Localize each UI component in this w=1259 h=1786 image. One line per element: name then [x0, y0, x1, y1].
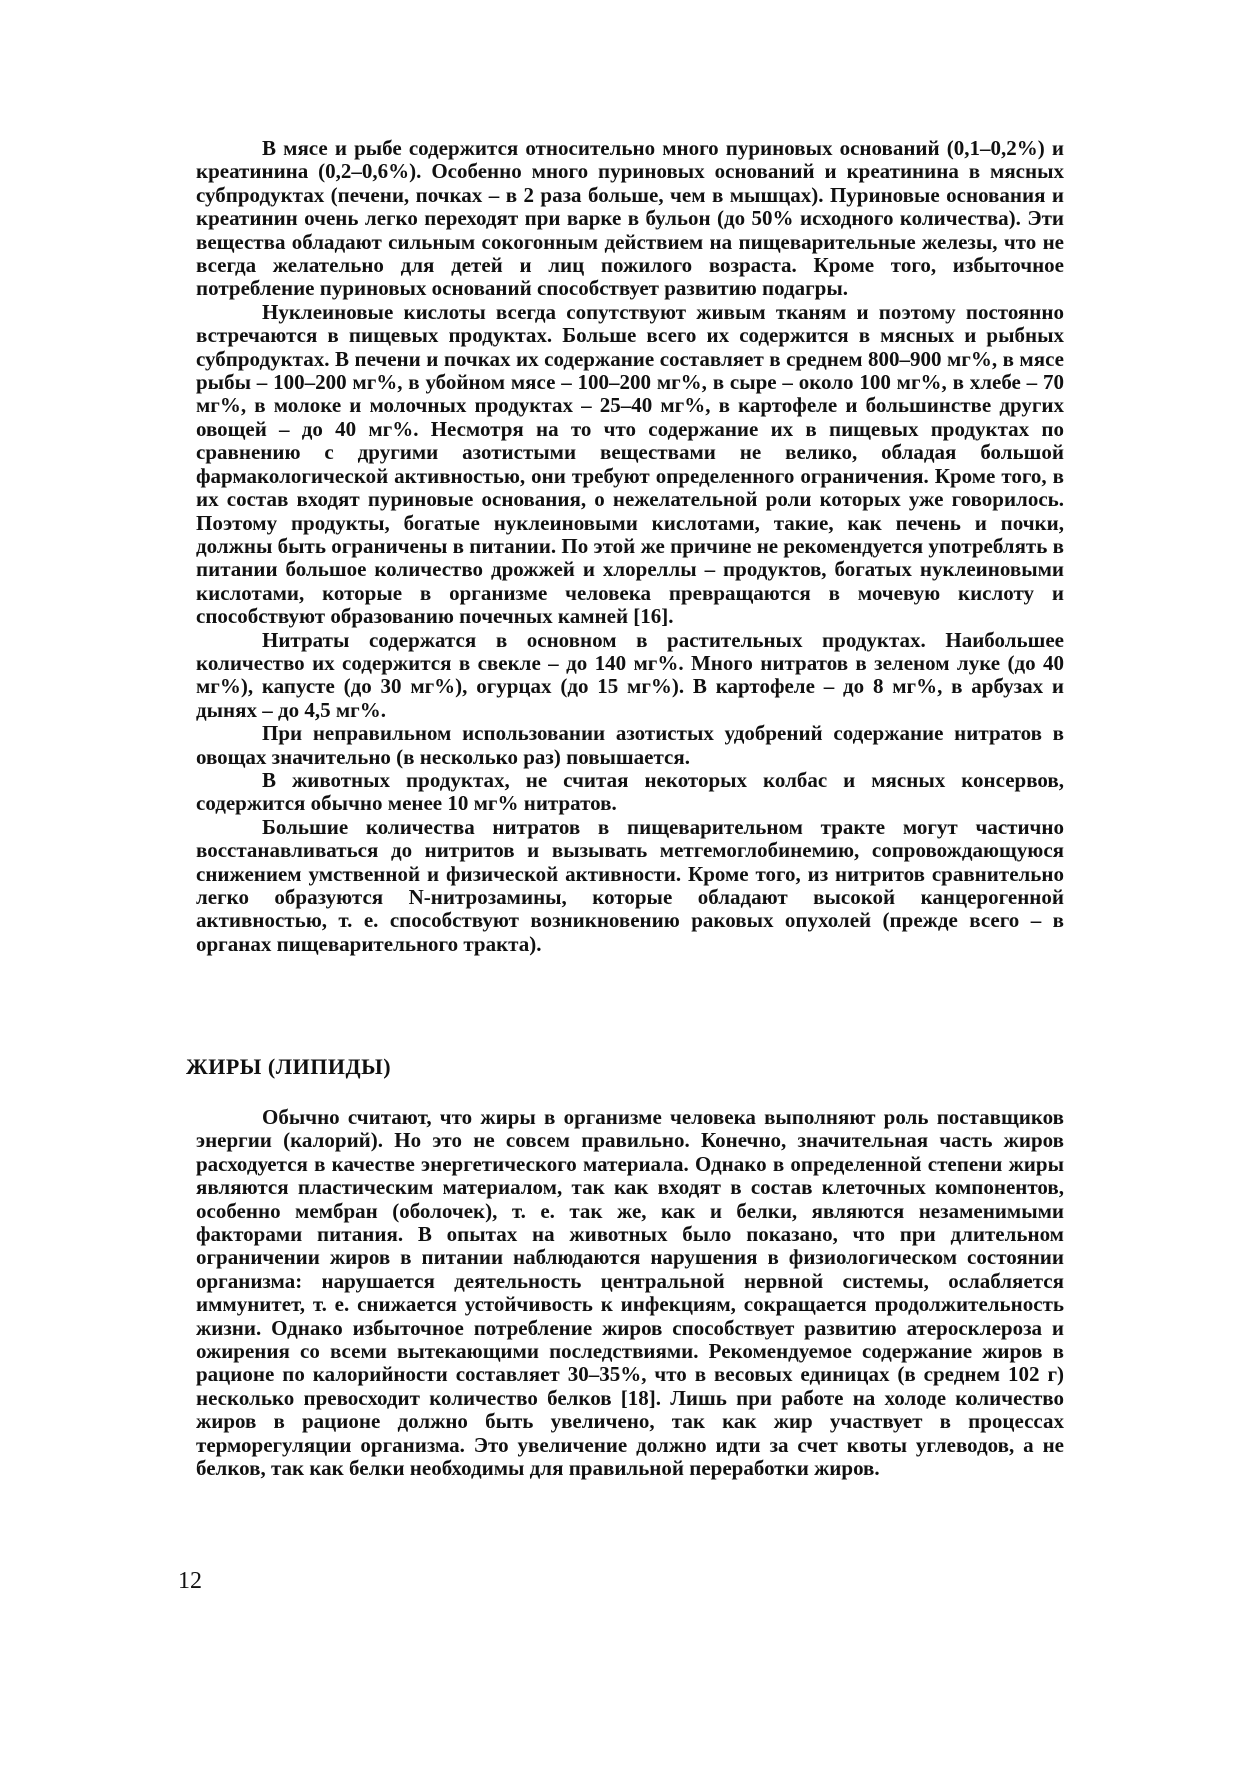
section-heading: ЖИРЫ (ЛИПИДЫ) — [186, 1054, 392, 1079]
paragraph-animal-products: В животных продуктах, не считая некоторых колбас и мясных консервов, содержится обычно менее 10 мг% нитратов. — [196, 767, 1064, 816]
paragraph-fats: Обычно считают, что жиры в организме человека выполняют роль поставщиков энергии (калорий). Но это не совсем правильно. Конечно, значительная часть жиров расходуется в качестве энергетического материала. Однако в определенной степени жиры являются пластическим материалом, так как входят в состав клеточных компонентов, особенно мембран (оболочек), т. е. так же, как и белки, являются незаменимыми факторами питания. В опытах на животных было показано, что при длительном ограничении жиров в питании наблюдаются нарушения в физиологическом состоянии организма: нарушается деятельность центральной нервной системы, ослабляется иммунитет, т. е. снижается устойчивость к инфекциям, сокращается продолжительность жизни. Однако избыточное потребление жиров способствует развитию атеросклероза и ожирения со всеми вытекающими последствиями. Рекомендуемое содержание жиров в рационе по калорийности составляет 30–35%, что в весовых единицах (в среднем 102 г) несколько превосходит количество белков [18]. Лишь при работе на холоде количество жиров в рационе должно быть увеличено, так как жир участвует в процессах терморегуляции организма. Это увеличение должно идти за счет квоты углеводов, а не белков, так как белки необходимы для правильной переработки жиров. — [196, 1105, 1064, 1481]
paragraph-nucleic-acids: Нуклеиновые кислоты всегда сопутствуют живым тканям и поэтому постоянно встречаются в пищевых продуктах. Больше всего их содержится в мясных и рыбных субпродуктах. В печени и почках их содержание составляет в среднем 800–900 мг%, в мясе рыбы – 100–200 мг%, в убойном мясе – 100–200 мг%, в сыре – около 100 мг%, в хлебе – 70 мг%, в молоке и молочных продуктах – 25–40 мг%, в картофеле и большинстве других овощей – до 40 мг%. Несмотря на то что содержание их в пищевых продуктах по сравнению с другими азотистыми веществами не велико, обладая большой фармакологической активностью, они требуют определенного ограничения. Кроме того, в их состав входят пуриновые основания, о нежелательной роли которых уже говорилось. Поэтому продукты, богатые нуклеиновыми кислотами, такие, как печень и почки, должны быть ограничены в питании. По этой же причине не рекомендуется употреблять в питании большое количество дрожжей и хлореллы – продуктов, богатых нуклеиновыми кислотами, которые в организме человека превращаются в мочевую кислоту и способствуют образованию почечных камней [16]. — [196, 299, 1064, 629]
paragraph-purines: В мясе и рыбе содержится относительно много пуриновых оснований (0,1–0,2%) и креатинина (0,2–0,6%). Особенно много пуриновых оснований и креатинина в мясных субпродуктах (печени, почках – в 2 раза больше, чем в мышцах). Пуриновые основания и креатинин очень легко переходят при варке в бульон (до 50% исходного количества). Эти вещества обладают сильным сокогонным действием на пищеварительные железы, что не всегда желательно для детей и лиц пожилого возраста. Кроме того, избыточное потребление пуриновых оснований способствует развитию подагры. — [196, 136, 1064, 301]
paragraph-fertilizers: При неправильном использовании азотистых удобрений содержание нитратов в овощах значительно (в несколько раз) повышается. — [196, 721, 1064, 769]
body-text-bottom — [196, 1106, 1064, 1481]
paragraph-nitrites: Большие количества нитратов в пищеварительном тракте могут частично восстанавливаться до нитритов и вызывать метгемоглобинемию, сопровождающуюся снижением умственной и физической активности. Кроме того, из нитритов сравнительно легко образуются N-нитрозамины, которые обладают высокой канцерогенной активностью, т. е. способствуют возникновению раковых опухолей (прежде всего – в органах пищеварительного тракта). — [196, 814, 1064, 956]
paragraph-nitrates: Нитраты содержатся в основном в растительных продуктах. Наибольшее количество их содержится в свекле – до 140 мг%. Много нитратов в зеленом луке (до 40 мг%), капусте (до 30 мг%), огурцах (до 15 мг%). В картофеле – до 8 мг%, в арбузах и дынях – до 4,5 мг%. — [196, 627, 1064, 722]
page-number: 12 — [178, 1568, 202, 1594]
body-text-top — [196, 137, 1064, 956]
